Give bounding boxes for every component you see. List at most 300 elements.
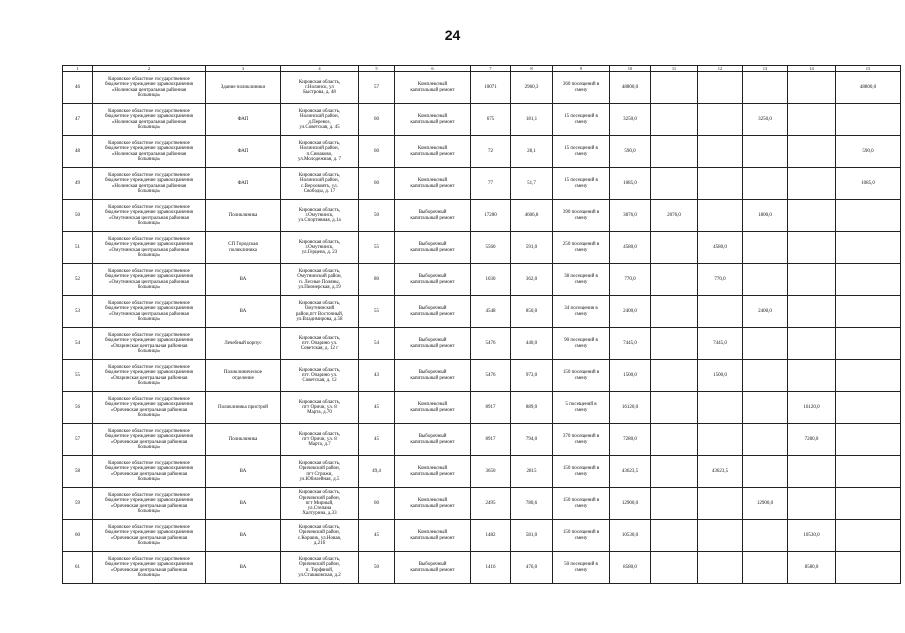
cell-line: бюджетное учреждение здравоохранения: [105, 210, 193, 216]
cell-line: Кировское областное государственное: [108, 525, 190, 530]
cell-line: Выборочный: [418, 562, 447, 568]
cell-line: г.Омутнинск,: [305, 244, 334, 250]
cell-line: «Оричевская центральная районная: [110, 407, 188, 413]
cell-line: Кировская область,: [298, 239, 341, 245]
organization-cell: [93, 296, 206, 328]
cell-line: Выборочный: [418, 370, 447, 376]
amount-col-15-cell: [836, 424, 901, 456]
amount-col-15-cell: 48800,0: [836, 72, 901, 104]
volume-cell: 476,0: [511, 552, 553, 584]
cell-line: смену: [574, 183, 588, 189]
amount-col-13-cell: 12900,0: [743, 488, 788, 520]
organization-cell: [93, 72, 206, 104]
cell-line: Кировское областное государственное: [108, 333, 190, 338]
amount-col-11-cell: [651, 136, 698, 168]
cell-line: Кировская область,: [298, 557, 341, 562]
object-name-cell: ФАП: [206, 104, 281, 136]
address-cell: [281, 200, 359, 232]
cell-line: капитальный ремонт: [410, 215, 455, 221]
area-cell: 3650: [471, 456, 511, 488]
amount-col-14-cell: [788, 232, 836, 264]
cell-line: Кировское областное государственное: [108, 205, 190, 210]
cell-line: Выборочный: [418, 306, 447, 312]
area-cell: 5476: [471, 360, 511, 392]
amount-col-11-cell: [651, 264, 698, 296]
object-name-cell: [206, 360, 281, 392]
cell-line: больница»: [137, 220, 161, 226]
organization-cell: [93, 168, 206, 200]
cell-line: Выборочный: [418, 434, 447, 440]
address-cell: [281, 488, 359, 520]
organization-cell: [93, 232, 206, 264]
wear-percent-cell: 45: [359, 424, 395, 456]
cell-line: Комплексный: [417, 146, 448, 152]
cell-line: Оричевский район,: [299, 495, 340, 501]
column-number: 2: [93, 66, 206, 72]
cell-line: Кировская область,: [298, 525, 341, 530]
cell-line: бюджетное учреждение здравоохранения: [105, 114, 193, 120]
amount-col-14-cell: 8580,0: [788, 552, 836, 584]
amount-col-14-cell: 16120,0: [788, 392, 836, 424]
table-body: [63, 66, 901, 584]
object-name-cell: ВА: [206, 520, 281, 552]
cell-line: капитальный ремонт: [410, 535, 455, 541]
amount-col-13-cell: [743, 72, 788, 104]
cell-line: капитальный ремонт: [410, 439, 455, 445]
column-number: 4: [281, 66, 359, 72]
table-row: [63, 232, 901, 264]
organization-cell: [93, 136, 206, 168]
amount-col-14-cell: [788, 456, 836, 488]
cell-line: больница»: [137, 348, 161, 354]
cell-line: 5 посещений в: [565, 402, 597, 408]
table-row: [63, 136, 901, 168]
cell-line: больница»: [137, 316, 161, 322]
cell-line: смену: [574, 151, 588, 157]
amount-col-11-cell: [651, 104, 698, 136]
wear-percent-cell: 55: [359, 296, 395, 328]
amount-col-12-cell: 4580,0: [698, 232, 743, 264]
table-row: [63, 456, 901, 488]
total-amount-cell: 3250,0: [610, 104, 651, 136]
cell-line: капитальный ремонт: [410, 471, 455, 477]
cell-line: Марта, д.70: [307, 410, 332, 416]
organization-cell: [93, 456, 206, 488]
wear-percent-cell: 60: [359, 104, 395, 136]
cell-line: смену: [574, 503, 588, 509]
cell-line: Кировское областное государственное: [108, 269, 190, 274]
cell-line: д.21б: [313, 540, 326, 546]
amount-col-15-cell: [836, 232, 901, 264]
amount-col-11-cell: [651, 168, 698, 200]
work-type-cell: [395, 296, 471, 328]
address-cell: [281, 168, 359, 200]
volume-cell: 362,0: [511, 264, 553, 296]
area-cell: 5476: [471, 328, 511, 360]
work-type-cell: [395, 520, 471, 552]
cell-line: капитальный ремонт: [410, 279, 455, 285]
cell-line: ул.Советская, д. 45: [299, 124, 340, 130]
cell-line: больница»: [137, 508, 161, 514]
object-name-cell: ФАП: [206, 168, 281, 200]
organization-cell: [93, 488, 206, 520]
cell-line: больница»: [137, 92, 161, 98]
amount-col-12-cell: [698, 168, 743, 200]
cell-line: Оричевский район,: [299, 530, 340, 536]
row-number-cell: 57: [63, 424, 93, 456]
total-amount-cell: 16120,0: [610, 392, 651, 424]
row-number-cell: 46: [63, 72, 93, 104]
cell-line: бюджетное учреждение здравоохранения: [105, 146, 193, 152]
cell-line: Кировская область,: [298, 79, 341, 85]
amount-col-13-cell: [743, 232, 788, 264]
organization-cell: [93, 328, 206, 360]
area-cell: 5560: [471, 232, 511, 264]
capacity-cell: [553, 200, 610, 232]
cell-line: больница»: [137, 412, 161, 418]
column-number: 11: [651, 66, 698, 72]
cell-line: Нолинский район,: [300, 178, 339, 184]
cell-line: пгт Стрижи,: [306, 471, 333, 477]
area-cell: 8917: [471, 392, 511, 424]
cell-line: капитальный ремонт: [410, 311, 455, 317]
cell-line: Кировская область,: [298, 141, 341, 146]
amount-col-15-cell: [836, 264, 901, 296]
cell-line: бюджетное учреждение здравоохранения: [105, 274, 193, 280]
address-cell: [281, 72, 359, 104]
wear-percent-cell: 60: [359, 488, 395, 520]
cell-line: Кировская область,: [298, 490, 341, 496]
amount-col-11-cell: [651, 456, 698, 488]
cell-line: Кировская область,: [298, 461, 341, 466]
amount-col-15-cell: [836, 488, 901, 520]
cell-line: Кировское областное государственное: [108, 141, 190, 146]
capacity-cell: [553, 72, 610, 104]
work-type-cell: [395, 136, 471, 168]
total-amount-cell: 3876,0: [610, 200, 651, 232]
column-number: 1: [63, 66, 93, 72]
cell-line: Кировское областное государственное: [108, 301, 190, 306]
column-number: 14: [788, 66, 836, 72]
table-row: [63, 552, 901, 584]
total-amount-cell: 48800,0: [610, 72, 651, 104]
volume-cell: 28,1: [511, 136, 553, 168]
address-cell: [281, 296, 359, 328]
column-number: 6: [395, 66, 471, 72]
cell-line: Комплексный: [417, 498, 448, 504]
column-number: 8: [511, 66, 553, 72]
cell-line: 15 посещений в: [564, 114, 598, 120]
volume-cell: 51,7: [511, 168, 553, 200]
work-type-cell: [395, 424, 471, 456]
work-type-cell: [395, 264, 471, 296]
capacity-cell: [553, 328, 610, 360]
amount-col-11-cell: [651, 296, 698, 328]
amount-col-12-cell: [698, 488, 743, 520]
column-number: 5: [359, 66, 395, 72]
row-number-cell: 47: [63, 104, 93, 136]
column-number: 13: [743, 66, 788, 72]
object-name-cell: Лечебный корпус: [206, 328, 281, 360]
amount-col-13-cell: 2400,0: [743, 296, 788, 328]
amount-col-12-cell: [698, 72, 743, 104]
amount-col-13-cell: [743, 456, 788, 488]
cell-line: больница»: [137, 124, 161, 130]
cell-line: больница»: [137, 252, 161, 258]
address-cell: [281, 360, 359, 392]
cell-line: Кировская область,: [298, 269, 341, 274]
object-name-cell: ФАП: [206, 136, 281, 168]
cell-line: капитальный ремонт: [410, 343, 455, 349]
cell-line: «Оричевская центральная районная: [110, 503, 188, 509]
row-number-cell: 55: [63, 360, 93, 392]
cell-line: Оричевский район,: [299, 562, 340, 568]
volume-cell: 591,0: [511, 232, 553, 264]
work-type-cell: [395, 328, 471, 360]
cell-line: Марта, д.7: [308, 442, 331, 448]
amount-col-13-cell: [743, 360, 788, 392]
work-type-cell: [395, 360, 471, 392]
total-amount-cell: 12900,0: [610, 488, 651, 520]
amount-col-13-cell: [743, 264, 788, 296]
amount-col-13-cell: [743, 424, 788, 456]
table-row: [63, 360, 901, 392]
cell-line: «Нолинская центральная районная: [111, 183, 187, 189]
cell-line: Кировская область,: [298, 301, 341, 306]
table-row: [63, 424, 901, 456]
amount-col-15-cell: 1085,0: [836, 168, 901, 200]
capacity-cell: [553, 104, 610, 136]
cell-line: капитальный ремонт: [410, 407, 455, 413]
cell-line: Комплексный: [417, 114, 448, 120]
object-name-cell: Поликлиника: [206, 200, 281, 232]
wear-percent-cell: 43: [359, 360, 395, 392]
cell-line: пгт Мирный,: [305, 500, 334, 506]
cell-line: больница»: [137, 156, 161, 162]
cell-line: ул.Герцена, д. 23: [301, 250, 338, 256]
amount-col-11-cell: [651, 360, 698, 392]
work-type-cell: [395, 392, 471, 424]
amount-col-14-cell: [788, 296, 836, 328]
cell-line: Кировская область,: [298, 173, 341, 178]
amount-col-15-cell: [836, 200, 901, 232]
cell-line: Кировское областное государственное: [108, 173, 190, 178]
amount-col-15-cell: [836, 104, 901, 136]
amount-col-14-cell: [788, 264, 836, 296]
cell-line: Выборочный: [418, 274, 447, 280]
amount-col-15-cell: 590,0: [836, 136, 901, 168]
amount-col-12-cell: [698, 200, 743, 232]
cell-line: г.Нолинск, ул: [305, 84, 334, 90]
amount-col-11-cell: 2076,0: [651, 200, 698, 232]
row-number-cell: 61: [63, 552, 93, 584]
amount-col-12-cell: 43623,5: [698, 456, 743, 488]
amount-col-11-cell: [651, 328, 698, 360]
area-cell: 2495: [471, 488, 511, 520]
cell-line: ул.Сташковская, д.2: [298, 572, 341, 578]
amount-col-13-cell: [743, 136, 788, 168]
work-type-cell: [395, 200, 471, 232]
cell-line: бюджетное учреждение здравоохранения: [105, 370, 193, 376]
organization-cell: [93, 360, 206, 392]
amount-col-14-cell: [788, 328, 836, 360]
cell-line: п.Симаково,: [306, 151, 333, 157]
amount-col-13-cell: [743, 328, 788, 360]
organization-cell: [93, 200, 206, 232]
cell-line: «Оричевская центральная районная: [110, 567, 188, 573]
cell-line: смену: [574, 535, 588, 541]
capacity-cell: [553, 136, 610, 168]
cell-line: смену: [574, 375, 588, 381]
total-amount-cell: 2400,0: [610, 296, 651, 328]
work-type-cell: [395, 552, 471, 584]
object-name-cell: ВА: [206, 552, 281, 584]
work-type-cell: [395, 168, 471, 200]
cell-line: Выборочный: [418, 338, 447, 344]
table-row: [63, 520, 901, 552]
cell-line: «Оричевская центральная районная: [110, 439, 188, 445]
column-number: 12: [698, 66, 743, 72]
cell-line: Омутнинский: [304, 306, 335, 312]
work-type-cell: [395, 232, 471, 264]
cell-line: Нолинский район,: [300, 146, 339, 152]
object-name-cell: ВА: [206, 456, 281, 488]
total-amount-cell: 10530,0: [610, 520, 651, 552]
capacity-cell: [553, 360, 610, 392]
address-cell: [281, 328, 359, 360]
wear-percent-cell: 45: [359, 520, 395, 552]
cell-line: с.Верховоятъ, ул.: [301, 183, 338, 189]
cell-line: Советская, д. 12: [302, 378, 337, 384]
row-number-cell: 49: [63, 168, 93, 200]
capacity-cell: [553, 232, 610, 264]
cell-line: бюджетное учреждение здравоохранения: [105, 82, 193, 88]
table-row: [63, 104, 901, 136]
cell-line: Кировское областное государственное: [108, 461, 190, 466]
cell-line: Кировская область,: [298, 109, 341, 114]
amount-col-13-cell: [743, 392, 788, 424]
cell-line: больница»: [137, 444, 161, 450]
cell-line: больница»: [137, 188, 161, 194]
cell-line: Комплексный: [417, 530, 448, 536]
row-number-cell: 59: [63, 488, 93, 520]
volume-cell: 581,0: [511, 520, 553, 552]
amount-col-13-cell: [743, 520, 788, 552]
cell-line: 150 посещений в: [562, 530, 600, 536]
capacity-cell: [553, 264, 610, 296]
cell-line: п. Торфяной,: [305, 567, 334, 573]
address-cell: [281, 104, 359, 136]
cell-line: Кировская область,: [298, 431, 341, 437]
volume-cell: 889,0: [511, 392, 553, 424]
cell-line: бюджетное учреждение здравоохранения: [105, 338, 193, 344]
volume-cell: 2960,3: [511, 72, 553, 104]
cell-line: смену: [574, 215, 588, 221]
wear-percent-cell: 55: [359, 232, 395, 264]
capacity-cell: [553, 392, 610, 424]
amount-col-15-cell: [836, 360, 901, 392]
cell-line: п. Лесные Поляны,: [299, 279, 340, 285]
volume-cell: 2815: [511, 456, 553, 488]
cell-line: Омутнинский район,: [297, 274, 342, 280]
total-amount-cell: 770,0: [610, 264, 651, 296]
cell-line: Комплексный: [417, 402, 448, 408]
cell-line: 34 посещения в: [564, 306, 598, 312]
area-cell: 72: [471, 136, 511, 168]
amount-col-11-cell: [651, 392, 698, 424]
cell-line: смену: [574, 119, 588, 125]
object-name-cell: Здание поликлиники: [206, 72, 281, 104]
amount-col-12-cell: [698, 552, 743, 584]
cell-line: Кировская область,: [298, 207, 341, 213]
cell-line: Кировское областное государственное: [108, 237, 190, 242]
address-cell: [281, 136, 359, 168]
area-cell: 1030: [471, 264, 511, 296]
amount-col-15-cell: [836, 296, 901, 328]
address-cell: [281, 520, 359, 552]
amount-col-11-cell: [651, 552, 698, 584]
cell-line: смену: [574, 343, 588, 349]
cell-line: «Нолинская центральная районная: [111, 119, 187, 125]
cell-line: Нолинский район,: [300, 114, 339, 120]
amount-col-12-cell: [698, 392, 743, 424]
work-type-cell: [395, 488, 471, 520]
work-type-cell: [395, 72, 471, 104]
column-number: 3: [206, 66, 281, 72]
cell-line: «Нолинская центральная районная: [111, 151, 187, 157]
address-cell: [281, 392, 359, 424]
cell-line: 15 посещений в: [564, 178, 598, 184]
cell-line: пгт. Опарино ул.: [301, 372, 338, 378]
amount-col-14-cell: [788, 488, 836, 520]
total-amount-cell: 7445,0: [610, 328, 651, 360]
row-number-cell: 48: [63, 136, 93, 168]
cell-line: смену: [574, 471, 588, 477]
cell-line: капитальный ремонт: [410, 567, 455, 573]
amount-col-12-cell: 7445,0: [698, 328, 743, 360]
wear-percent-cell: 80: [359, 264, 395, 296]
amount-col-11-cell: [651, 520, 698, 552]
table-row: [63, 328, 901, 360]
amount-col-13-cell: [743, 168, 788, 200]
amount-col-11-cell: [651, 72, 698, 104]
cell-line: пгт Оричи, ул. 8: [302, 436, 337, 442]
amount-col-14-cell: [788, 168, 836, 200]
cell-line: капитальный ремонт: [410, 119, 455, 125]
amount-col-15-cell: [836, 520, 901, 552]
address-cell: [281, 456, 359, 488]
total-amount-cell: 43623,5: [610, 456, 651, 488]
cell-line: бюджетное учреждение здравоохранения: [105, 562, 193, 568]
amount-col-14-cell: [788, 72, 836, 104]
amount-col-12-cell: [698, 296, 743, 328]
cell-line: Кировская область,: [298, 367, 341, 373]
total-amount-cell: 1085,0: [610, 168, 651, 200]
organization-cell: [93, 264, 206, 296]
amount-col-14-cell: [788, 200, 836, 232]
row-number-cell: 51: [63, 232, 93, 264]
cell-line: «Омутнинская центральная районная: [109, 247, 189, 253]
area-cell: 77: [471, 168, 511, 200]
object-name-cell: Поликлиника пристрой: [206, 392, 281, 424]
table-row: [63, 72, 901, 104]
cell-line: смену: [574, 87, 588, 93]
address-cell: [281, 232, 359, 264]
table-row: [63, 296, 901, 328]
wear-percent-cell: 57: [359, 72, 395, 104]
wear-percent-cell: 45: [359, 392, 395, 424]
object-name-cell: ВА: [206, 264, 281, 296]
